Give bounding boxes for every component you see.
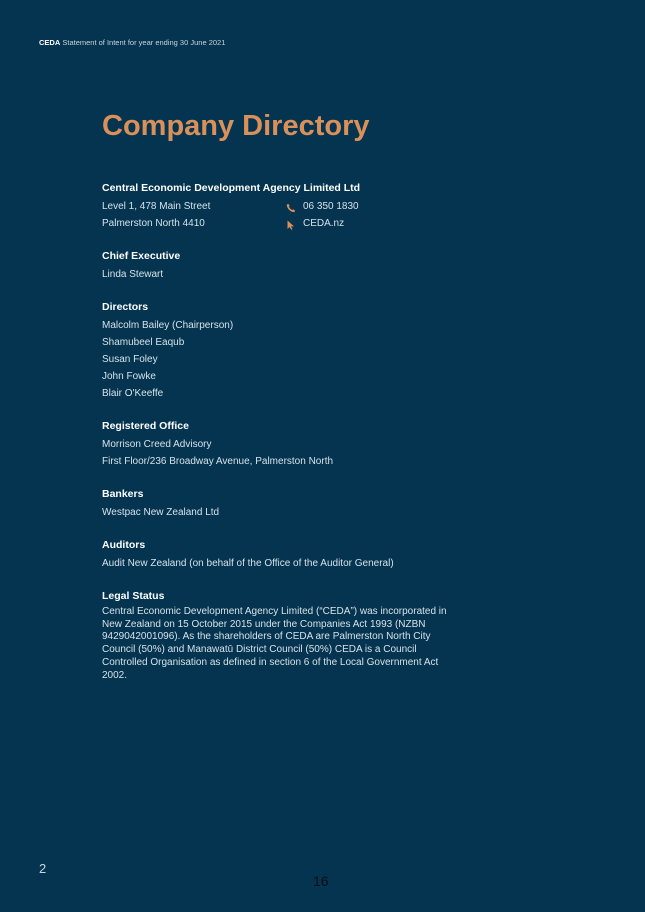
- phone-number: 06 350 1830: [303, 201, 359, 212]
- bankers-heading: Bankers: [102, 488, 144, 500]
- chief-executive-name: Linda Stewart: [102, 269, 164, 280]
- chief-executive-heading: Chief Executive: [102, 250, 181, 262]
- page-title: Company Directory: [102, 110, 370, 142]
- company-name: Central Economic Development Agency Limited Ltd: [102, 182, 361, 194]
- director-name: Malcolm Bailey (Chairperson): [102, 320, 234, 331]
- company-contact: [286, 198, 456, 232]
- website-contact[interactable]: [286, 215, 456, 232]
- cursor-icon: [286, 219, 296, 229]
- side-page-number: 2: [39, 861, 47, 876]
- director-name: Susan Foley: [102, 354, 158, 365]
- company-address: [102, 198, 286, 232]
- header-brand: CEDA: [39, 38, 61, 47]
- legal-status-section: [102, 589, 462, 682]
- registered-office-line-1: Morrison Creed Advisory: [102, 439, 212, 450]
- director-name: Blair O'Keeffe: [102, 388, 164, 399]
- director-name: John Fowke: [102, 371, 156, 382]
- auditors-section: [102, 538, 462, 572]
- website-link[interactable]: CEDA.nz: [303, 218, 345, 229]
- legal-status-heading: Legal Status: [102, 590, 165, 602]
- directory-content: [102, 181, 462, 699]
- director-name: Shamubeel Eaqub: [102, 337, 185, 348]
- header-subtitle: Statement of Intent for year ending 30 June 2021: [62, 38, 226, 47]
- auditors-heading: Auditors: [102, 539, 146, 551]
- address-line-1: Level 1, 478 Main Street: [102, 201, 211, 212]
- phone-icon: [286, 202, 296, 212]
- registered-office-heading: Registered Office: [102, 420, 189, 432]
- bankers-name: Westpac New Zealand Ltd: [102, 507, 220, 518]
- chief-executive-section: [102, 249, 462, 283]
- page-number: 16: [313, 873, 329, 889]
- directors-section: [102, 300, 462, 402]
- running-header: [39, 38, 225, 47]
- directors-heading: Directors: [102, 301, 149, 313]
- address-line-2: Palmerston North 4410: [102, 218, 205, 229]
- company-section: [102, 181, 462, 232]
- bankers-section: [102, 487, 462, 521]
- legal-status-text: Central Economic Development Agency Limited (“CEDA”) was incorporated in New Zealand on 15 October 2015 under the Companies Act 1993 (NZBN 9429042001096). As the shareholders of CEDA are Palmerston North City Council (50%) and Manawatū District Council (50%) CEDA is a Council Controlled Organisation as defined in section 6 of the Local Government Act 2002.: [102, 606, 447, 681]
- registered-office-section: [102, 419, 462, 470]
- registered-office-line-2: First Floor/236 Broadway Avenue, Palmerston North: [102, 456, 334, 467]
- company-details: [102, 198, 462, 232]
- phone-contact: [286, 198, 456, 215]
- auditors-name: Audit New Zealand (on behalf of the Office of the Auditor General): [102, 558, 394, 569]
